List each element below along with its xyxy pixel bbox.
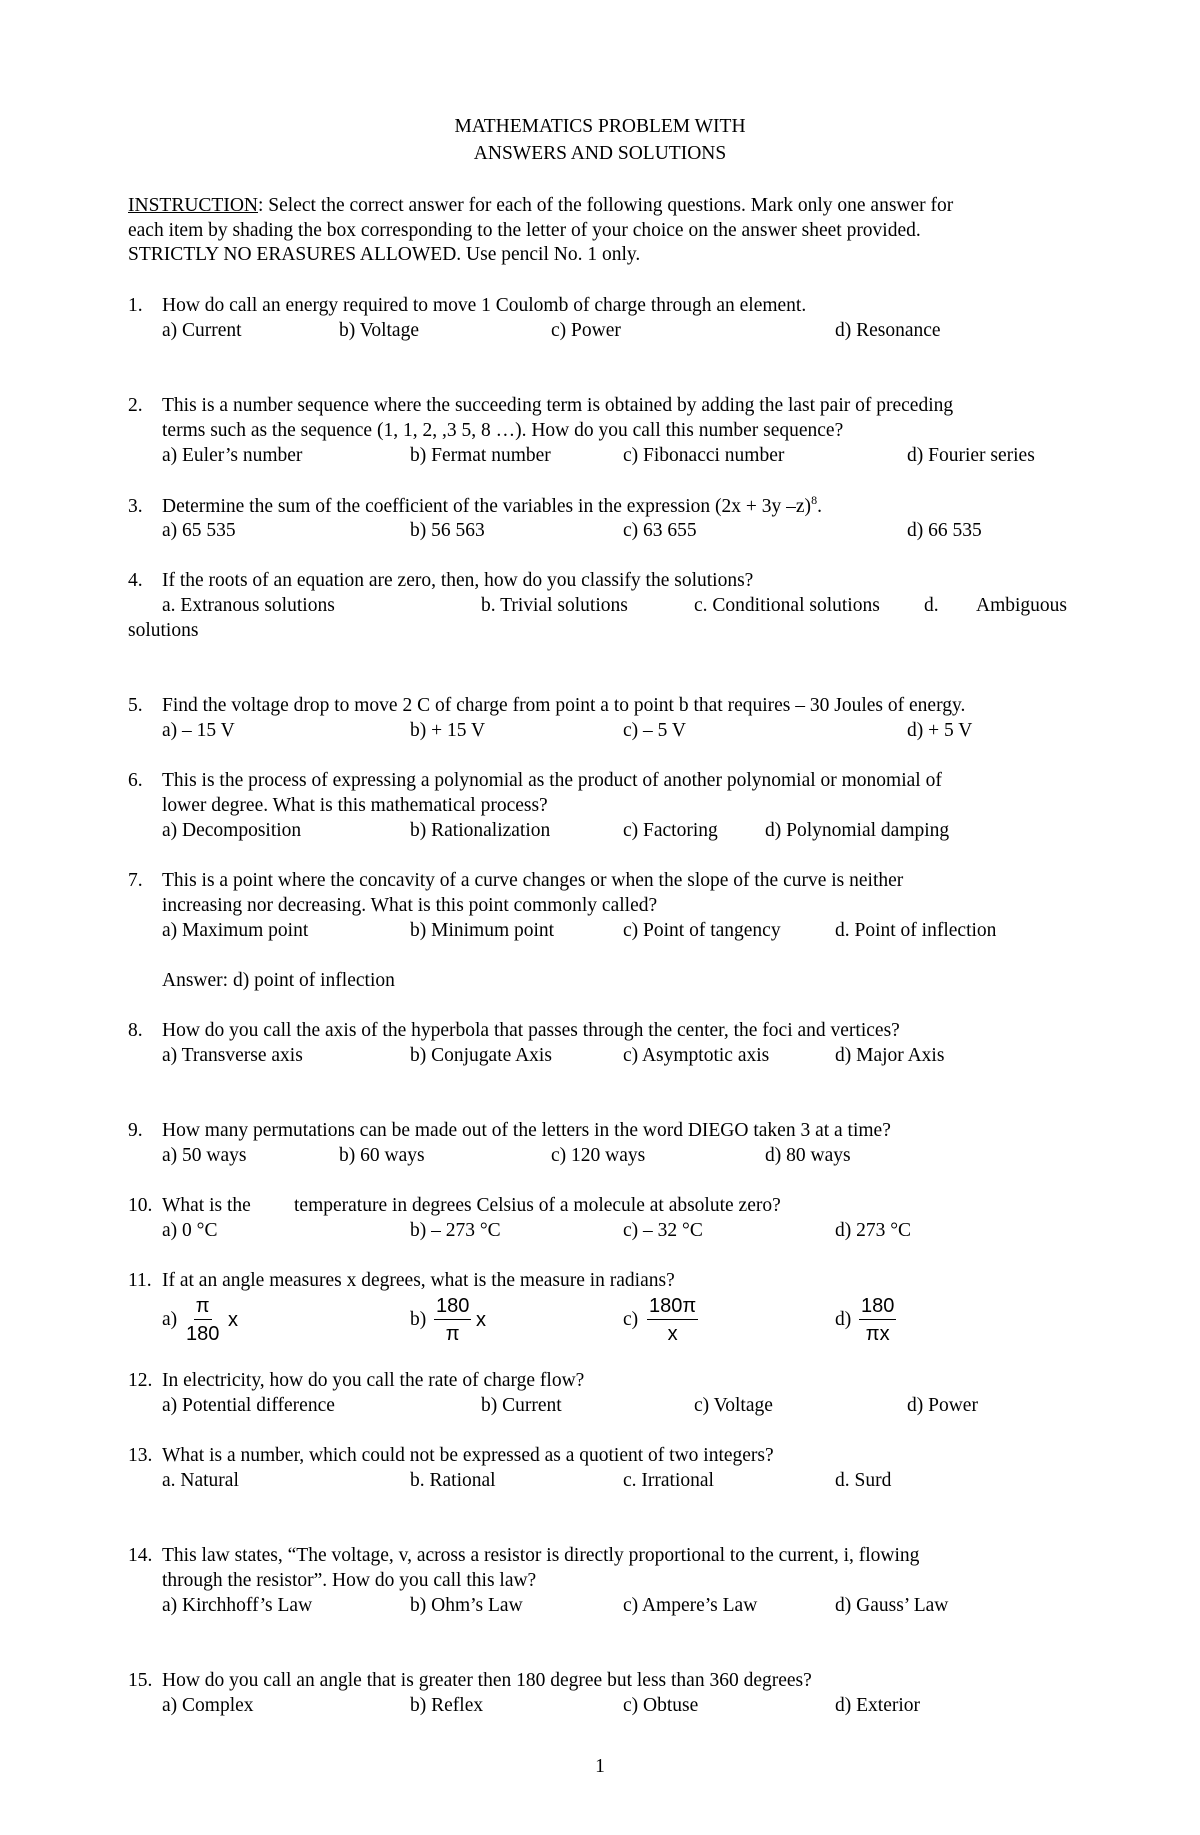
choice-c: c) Voltage <box>694 1395 773 1416</box>
choice-a: a) – 15 V <box>162 720 235 741</box>
choice-d-label: d) <box>835 1309 852 1330</box>
fraction-b-variable: x <box>476 1309 486 1331</box>
choice-c: c) 120 ways <box>551 1145 646 1166</box>
question-text <box>162 493 822 517</box>
question-text: This is a number sequence where the succeeding term is obtained by adding the last pair of preceding <box>162 395 954 416</box>
choice-b: b) Minimum point <box>410 920 555 941</box>
choice-d-letter: d. <box>924 595 939 616</box>
title-line-1: MATHEMATICS PROBLEM WITH <box>454 116 746 137</box>
fraction-numerator: 180 <box>434 1296 471 1320</box>
choice-a: a. Extranous solutions <box>162 595 335 616</box>
question-text: This is the process of expressing a polynomial as the product of another polynomial or monomial of <box>162 770 942 791</box>
choice-a: a) Potential difference <box>162 1395 335 1416</box>
choice-d: d) 66 535 <box>907 520 982 541</box>
question-text: Find the voltage drop to move 2 C of charge from point a to point b that requires – 30 Joules of energy. <box>162 695 966 716</box>
choice-d: d) Resonance <box>835 320 941 341</box>
question-number: 9. <box>128 1120 143 1141</box>
choice-a: a) Current <box>162 320 242 341</box>
title-line-2: ANSWERS AND SOLUTIONS <box>473 143 727 164</box>
choice-b: b) Ohm’s Law <box>410 1595 523 1616</box>
fraction-b <box>434 1296 471 1344</box>
choice-a: a. Natural <box>162 1470 239 1491</box>
choice-b: b) + 15 V <box>410 720 486 741</box>
question-text: If the roots of an equation are zero, then, how do you classify the solutions? <box>162 570 754 591</box>
choice-a: a) Kirchhoff’s Law <box>162 1595 313 1616</box>
choice-d: d) 273 °C <box>835 1220 912 1241</box>
choice-d: d) Exterior <box>835 1695 921 1716</box>
fraction-denominator: πx <box>865 1323 890 1345</box>
choice-a-label: a) <box>162 1309 178 1330</box>
page-number: 1 <box>595 1756 605 1777</box>
fraction-a <box>186 1296 219 1344</box>
question-text: If at an angle measures x degrees, what is the measure in radians? <box>162 1270 675 1291</box>
question-text: How do call an energy required to move 1 Coulomb of charge through an element. <box>162 295 807 316</box>
question-number: 3. <box>128 496 143 517</box>
answer-line: Answer: d) point of inflection <box>162 970 395 991</box>
choice-d: d) Fourier series <box>907 445 1035 466</box>
choice-b: b) Reflex <box>410 1695 484 1716</box>
choice-c: c) Ampere’s Law <box>623 1595 758 1616</box>
choice-d: d) Polynomial damping <box>765 820 950 841</box>
question-number: 4. <box>128 570 143 591</box>
question-number: 10. <box>128 1195 153 1216</box>
question-text: What is a number, which could not be expressed as a quotient of two integers? <box>162 1445 774 1466</box>
question-number: 15. <box>128 1670 153 1691</box>
question-text: This law states, “The voltage, v, across a resistor is directly proportional to the current, i, flowing <box>162 1545 920 1566</box>
question-number: 6. <box>128 770 143 791</box>
choice-a: a) Decomposition <box>162 820 302 841</box>
question-text: What is the <box>162 1195 251 1216</box>
choice-a: a) 0 °C <box>162 1220 218 1241</box>
question-number: 11. <box>128 1270 152 1291</box>
choice-b-label: b) <box>410 1309 427 1330</box>
fraction-c <box>647 1296 698 1344</box>
question-text: How many permutations can be made out of the letters in the word DIEGO taken 3 at a time? <box>162 1120 891 1141</box>
question-text: through the resistor”. How do you call this law? <box>162 1570 537 1591</box>
choice-d: d. Surd <box>835 1470 892 1491</box>
fraction-denominator: 180 <box>186 1323 220 1345</box>
choice-a: a) Transverse axis <box>162 1045 303 1066</box>
question-text: increasing nor decreasing. What is this point commonly called? <box>162 895 658 916</box>
question-number: 2. <box>128 395 143 416</box>
fraction-denominator: x <box>667 1323 678 1345</box>
instruction-line-1 <box>128 196 953 216</box>
choice-c: c) Asymptotic axis <box>623 1045 770 1066</box>
choice-d: d) + 5 V <box>907 720 973 741</box>
choice-d: d. Point of inflection <box>835 920 997 941</box>
question-text: temperature in degrees Celsius of a molecule at absolute zero? <box>294 1195 781 1216</box>
instruction-label: INSTRUCTION <box>128 195 258 216</box>
instruction-line-3: STRICTLY NO ERASURES ALLOWED. Use pencil No. 1 only. <box>128 244 641 265</box>
fraction-d <box>859 1296 896 1344</box>
instruction-text-1: : Select the correct answer for each of the following questions. Mark only one answer for <box>258 195 954 216</box>
fraction-a-variable: x <box>228 1309 238 1331</box>
choice-c-label: c) <box>623 1309 639 1330</box>
choice-b: b) Current <box>481 1395 562 1416</box>
question-number: 8. <box>128 1020 143 1041</box>
choice-d: d) 80 ways <box>765 1145 851 1166</box>
choice-c: c) – 32 °C <box>623 1220 703 1241</box>
choice-c: c. Conditional solutions <box>694 595 880 616</box>
question-text: This is a point where the concavity of a curve changes or when the slope of the curve is neither <box>162 870 904 891</box>
choice-b: b) Conjugate Axis <box>410 1045 552 1066</box>
choice-d-wrap: solutions <box>128 620 199 641</box>
choice-d-text: Ambiguous <box>976 595 1068 616</box>
question-text-main: Determine the sum of the coefficient of the variables in the expression (2x + 3y –z) <box>162 496 812 517</box>
choice-a: a) 50 ways <box>162 1145 247 1166</box>
choice-c: c) Obtuse <box>623 1695 699 1716</box>
fraction-numerator: 180π <box>647 1296 698 1320</box>
choice-a: a) Complex <box>162 1695 254 1716</box>
choice-b: b) Voltage <box>339 320 419 341</box>
choice-b: b) Rationalization <box>410 820 551 841</box>
question-text: How do you call the axis of the hyperbola that passes through the center, the foci and vertices? <box>162 1020 900 1041</box>
question-number: 7. <box>128 870 143 891</box>
choice-a: a) 65 535 <box>162 520 236 541</box>
fraction-numerator: π <box>194 1296 212 1320</box>
choice-b: b) 60 ways <box>339 1145 425 1166</box>
question-text: lower degree. What is this mathematical process? <box>162 795 548 816</box>
question-number: 1. <box>128 295 143 316</box>
choice-d: d) Power <box>907 1395 978 1416</box>
choice-c: c) – 5 V <box>623 720 687 741</box>
choice-c: c) Point of tangency <box>623 920 781 941</box>
choice-a: a) Maximum point <box>162 920 309 941</box>
choice-c: c) 63 655 <box>623 520 697 541</box>
choice-d: d) Gauss’ Law <box>835 1595 949 1616</box>
choice-a: a) Euler’s number <box>162 445 303 466</box>
question-text: terms such as the sequence (1, 1, 2, ,3 5, 8 …). How do you call this number sequence? <box>162 420 844 441</box>
choice-c: c) Fibonacci number <box>623 445 785 466</box>
choice-b: b. Trivial solutions <box>481 595 628 616</box>
choice-c: c) Power <box>551 320 621 341</box>
question-text-tail: . <box>817 496 822 517</box>
exponent: 8 <box>811 493 818 507</box>
fraction-numerator: 180 <box>859 1296 896 1320</box>
choice-c: c. Irrational <box>623 1470 714 1491</box>
instruction-line-2: each item by shading the box corresponding to the letter of your choice on the answer sheet provided. <box>128 220 921 241</box>
question-number: 12. <box>128 1370 153 1391</box>
choice-b: b) 56 563 <box>410 520 485 541</box>
choice-b: b) – 273 °C <box>410 1220 501 1241</box>
question-text: In electricity, how do you call the rate of charge flow? <box>162 1370 585 1391</box>
question-text: How do you call an angle that is greater then 180 degree but less than 360 degrees? <box>162 1670 812 1691</box>
fraction-denominator: π <box>445 1323 460 1345</box>
question-number: 14. <box>128 1545 153 1566</box>
choice-c: c) Factoring <box>623 820 718 841</box>
choice-d: d) Major Axis <box>835 1045 945 1066</box>
choice-b: b. Rational <box>410 1470 496 1491</box>
question-number: 5. <box>128 695 143 716</box>
question-number: 13. <box>128 1445 153 1466</box>
choice-b: b) Fermat number <box>410 445 551 466</box>
